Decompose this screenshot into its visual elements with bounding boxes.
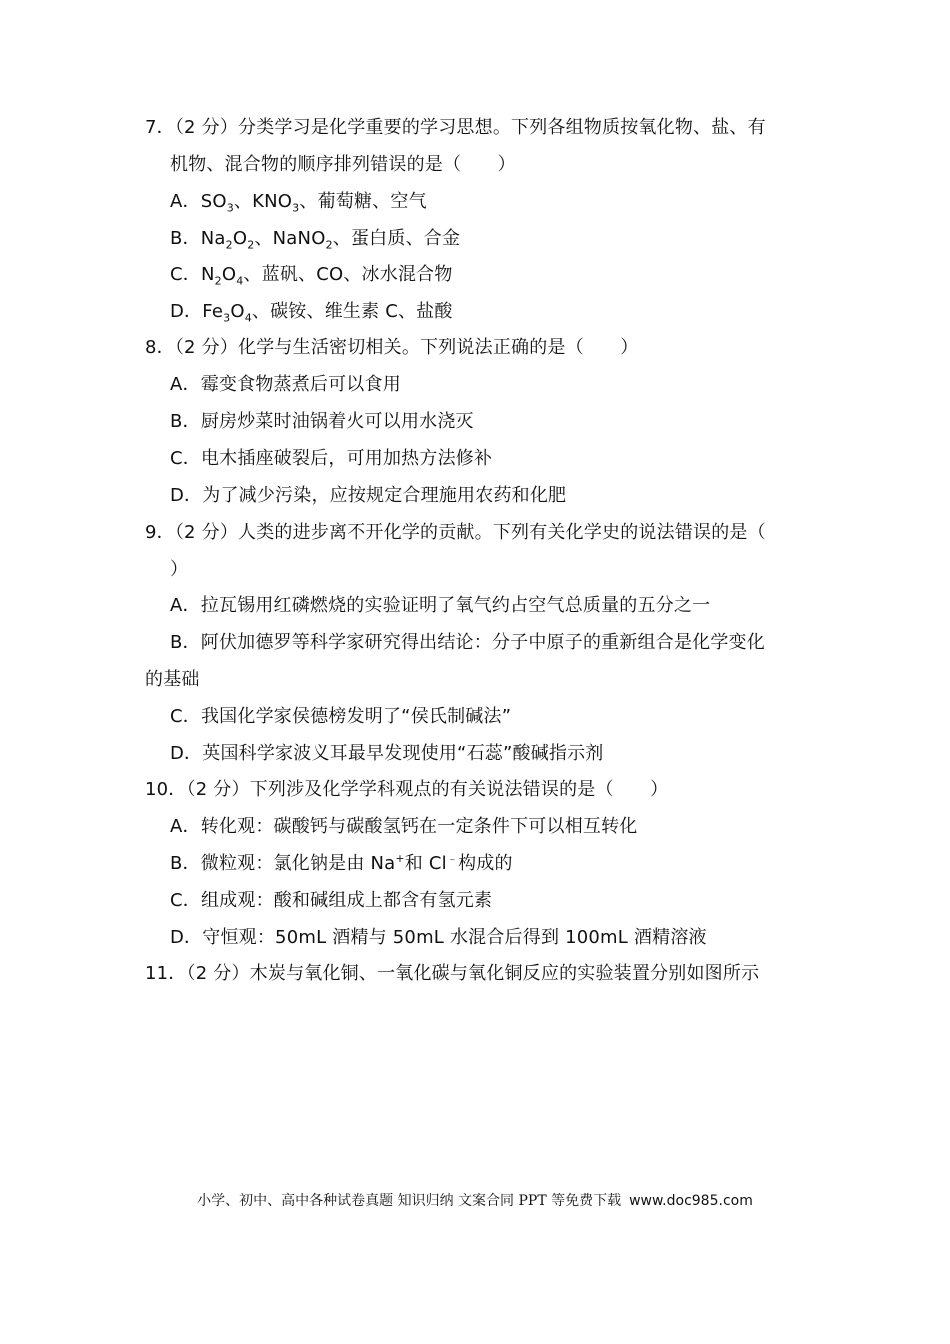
footer-site-link[interactable]: www.doc985.com xyxy=(629,1193,753,1209)
question-10-option-a: A．转化观：碳酸钙与碳酸氢钙在一定条件下可以相互转化 xyxy=(170,816,638,837)
question-9-option-d: D．英国科学家波义耳最早发现使用“石蕊”酸碱指示剂 xyxy=(170,743,604,764)
question-7-option-b: B．$Na_2O_2$、NaNO$_2$、蛋白质、合金 xyxy=(170,228,461,252)
question-9-stem-line2: ） xyxy=(170,559,189,580)
question-7-stem-line1: 7．（2 分）分类学习是化学重要的学习思想。下列各组物质按氧化物、盐、有 xyxy=(145,117,766,138)
question-10-option-b: B．微粒观：氯化钠是由 Na+和 Cl﹣构成的 xyxy=(170,852,513,874)
question-10-option-d: D．守恒观：50mL 酒精与 50mL 水混合后得到 100mL 酒精溶液 xyxy=(170,927,707,948)
question-9-stem-line1: 9．（2 分）人类的进步离不开化学的贡献。下列有关化学史的说法错误的是（ xyxy=(145,522,766,543)
question-8-option-b: B．厨房炒菜时油锅着火可以用水浇灭 xyxy=(170,411,474,432)
question-7-option-a: A．$SO_3$、$KNO_3$、葡萄糖、空气 xyxy=(170,191,427,215)
question-9-option-c: C．我国化学家侯德榜发明了“侯氏制碱法” xyxy=(170,706,512,727)
question-8-option-c: C．电木插座破裂后，可用加热方法修补 xyxy=(170,448,493,469)
question-7-option-c: C．$N_2O_4$、蓝矾、CO、冰水混合物 xyxy=(170,264,453,288)
footer-text: 小学、初中、高中各种试卷真题 知识归纳 文案合同 PPT 等免费下载 xyxy=(197,1193,622,1209)
question-7-stem-line2: 机物、混合物的顺序排列错误的是（ ） xyxy=(170,154,516,175)
question-10-stem: 10．（2 分）下列涉及化学学科观点的有关说法错误的是（ ） xyxy=(145,779,669,800)
question-7-option-d: D．$Fe_3O_4$、碳铵、维生素 C、盐酸 xyxy=(170,301,453,325)
question-8-stem: 8．（2 分）化学与生活密切相关。下列说法正确的是（ ） xyxy=(145,337,639,358)
question-8-option-d: D．为了减少污染，应按规定合理施用农药和化肥 xyxy=(170,485,567,506)
question-11-stem: 11．（2 分）木炭与氧化铜、一氧化碳与氧化铜反应的实验装置分别如图所示 xyxy=(145,963,760,984)
question-8-option-a: A．霉变食物蒸煮后可以食用 xyxy=(170,374,401,395)
question-9-option-b-line2: 的基础 xyxy=(145,669,200,690)
page-footer xyxy=(0,1192,950,1210)
question-10-option-c: C．组成观：酸和碱组成上都含有氢元素 xyxy=(170,890,493,911)
question-9-option-a: A．拉瓦锡用红磷燃烧的实验证明了氧气约占空气总质量的五分之一 xyxy=(170,595,711,616)
question-9-option-b-line1: B．阿伏加德罗等科学家研究得出结论：分子中原子的重新组合是化学变化 xyxy=(170,632,765,653)
